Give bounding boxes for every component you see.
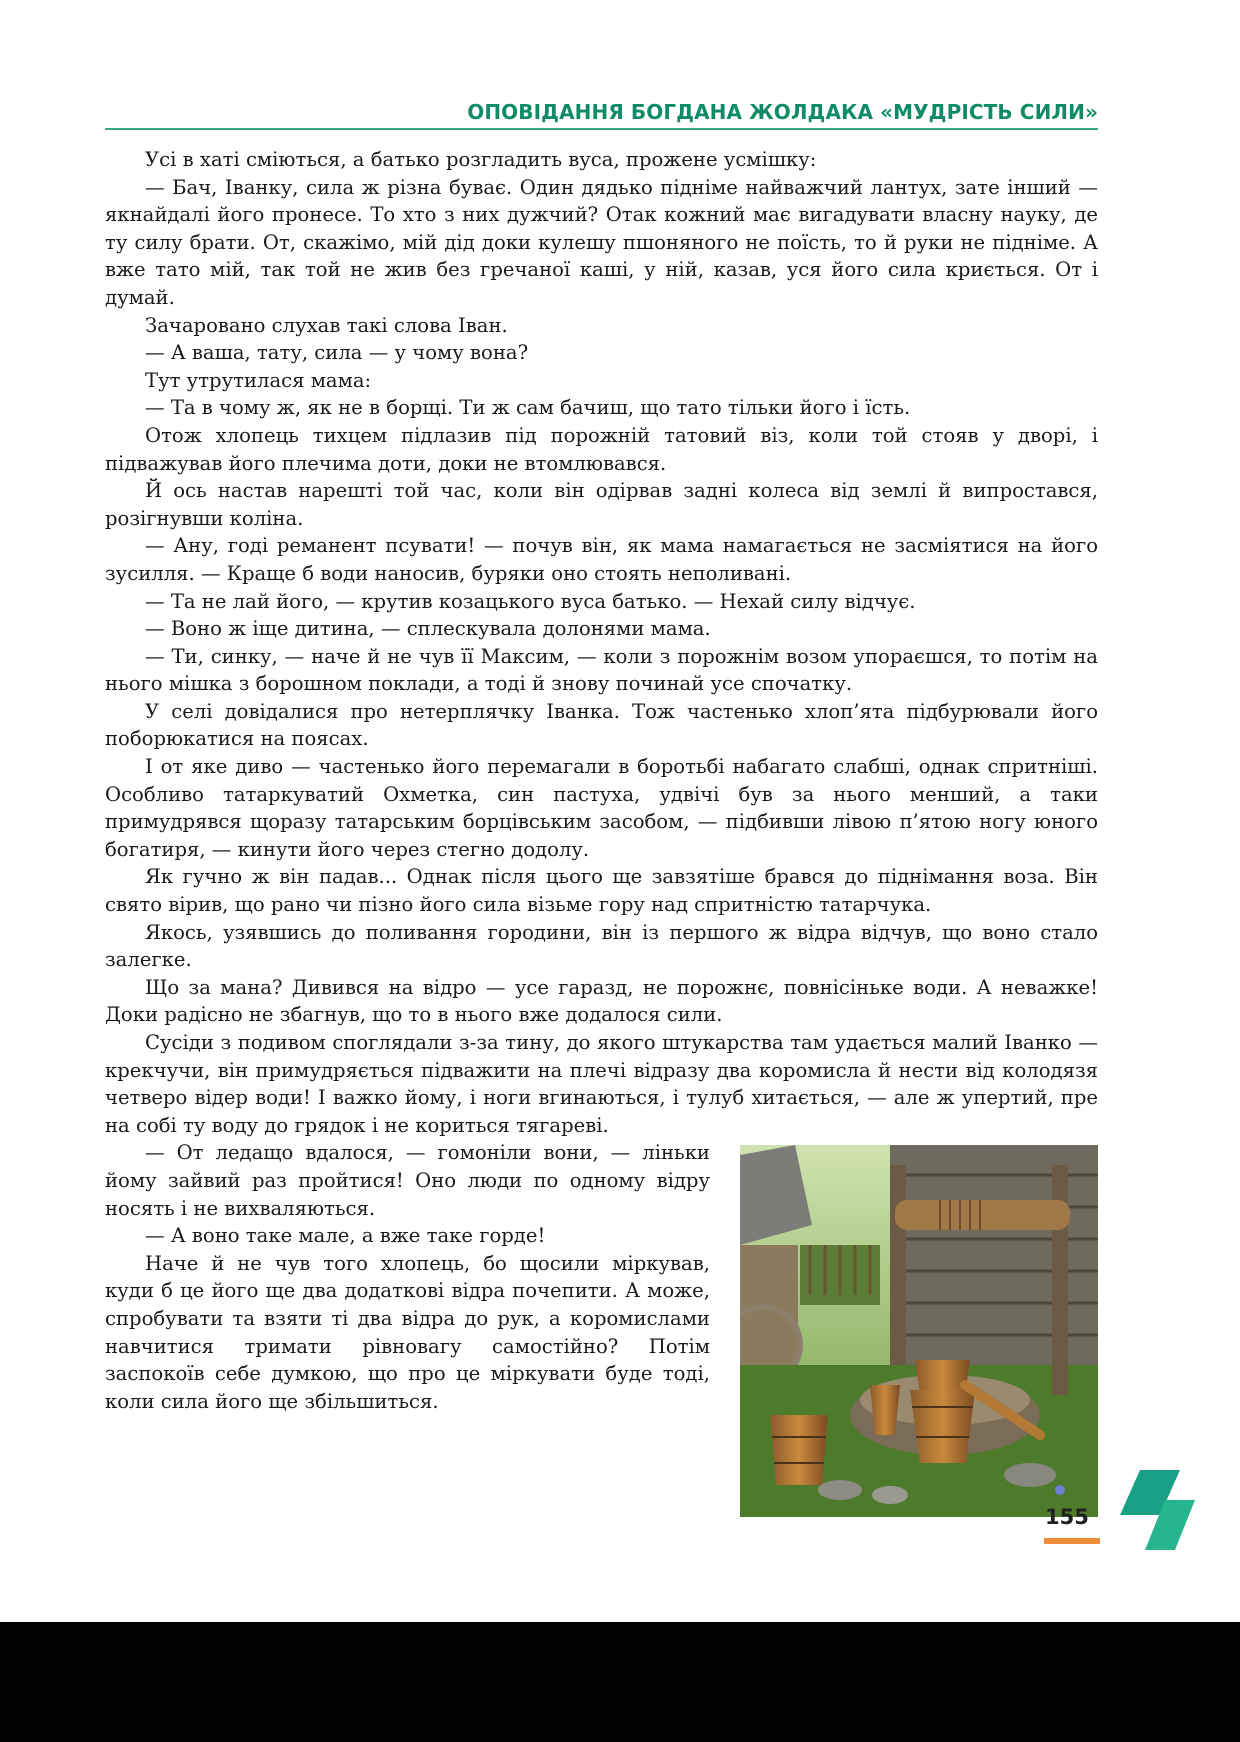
page-number-underline: [1044, 1538, 1100, 1544]
paragraph: Тут утрутилася мама:: [145, 368, 372, 392]
corner-decoration-icon: [1110, 1470, 1230, 1550]
paragraph: Наче й не чув того хлопець, бо щосили міркував, куди б це його ще два додаткові відра почепити. А може, спробувати та взяти ті два відра до рук, а коромислами навчитися тримати рівновагу самостійно? Потім заспокоїв себе думкою, що про це міркувати буде тоді, коли сила його ще збільшиться.: [105, 1251, 710, 1413]
paragraph: Сусіди з подивом споглядали з-за тину, до якого штукарства там удається малий Іванко — крекчучи, він примудряється підважити на плечі відразу два коромисла й нести від колодязя четверо відер води! І важко йому, і ноги вгинаються, і тулуб хитається, — але ж упертий, пре на собі ту воду до грядок і не кориться тягареві.: [105, 1031, 1098, 1137]
paragraph: І от яке диво — частенько його перемагали в боротьбі набагато слабші, однак спритніші. Особливо татаркуватий Охметка, син пастуха, удвічі був за нього менший, а таки примудрявся щоразу татарським борцівським засобом, — підбивши лівою п’ятою ногу юного богатиря, — кинути його через стегно додолу.: [105, 755, 1098, 861]
paragraph: — Ану, годі реманент псувати! — почув він, як мама намагається не засміятися на його зусилля. — Краще б води наносив, буряки оно стоять неполивані.: [105, 534, 1098, 585]
page-number: 155: [1045, 1505, 1089, 1529]
paragraph: — А ваша, тату, сила — у чому вона?: [145, 341, 529, 365]
running-header: ОПОВІДАННЯ БОГДАНА ЖОЛДАКА «МУДРІСТЬ СИЛИ»: [467, 100, 1098, 124]
paragraph: У селі довідалися про нетерплячку Іванка. Тож частенько хлоп’ята підбурювали його поборюкатися на поясах.: [105, 699, 1098, 751]
paragraph: Як гучно ж він падав... Однак після цього ще завзятіше брався до піднімання воза. Він свято вірив, що рано чи пізно його сила візьме гору над спритністю татарчука.: [105, 865, 1098, 917]
paragraph: — А воно таке мале, а вже таке горде!: [145, 1224, 546, 1248]
paragraph: Що за мана? Дивився на відро — усе гаразд, не порожнє, повнісіньке води. А неважке! Доки радісно не збагнув, що то в нього вже додалося сили.: [105, 975, 1098, 1027]
well-with-buckets-illustration: [740, 1145, 1098, 1517]
paragraph: — Воно ж іще дитина, — сплескувала долонями мама.: [145, 617, 711, 641]
paragraph: Усі в хаті сміються, а батько розгладить вуса, прожене усмішку:: [145, 148, 817, 171]
paragraph: Отож хлопець тихцем підлазив під порожній татовий віз, коли той стояв у дворі, і підважував його плечима доти, доки не втомлювався.: [105, 423, 1098, 475]
paragraph: — От ледащо вдалося, — гомоніли вони, — ліньки йому зайвий раз пройтися! Оно люди по одному відру носять і не вихваляються.: [105, 1141, 710, 1220]
paragraph: — Бач, Іванку, сила ж різна буває. Один дядько підніме найважчий лантух, зате інший — якнайдалі його пронесе. То хто з них дужчий? Отак кожний має вигадувати власну науку, де ту силу брати. От, скажімо, мій дід доки кулешу пшоняного не поїсть, то й руки не підніме. А вже тато мій, так той не жив без гречаної каші, у ній, казав, уся його сила криється. От і думай.: [105, 175, 1098, 309]
paragraph: Якось, узявшись до поливання городини, він із першого ж відра відчув, що воно стало залегке.: [105, 920, 1098, 972]
paragraph: Й ось настав нарешті той час, коли він одірвав задні колеса від землі й випростався, розігнувши коліна.: [105, 479, 1098, 530]
paragraph: — Та не лай його, — крутив козацького вуса батько. — Нехай силу відчує.: [145, 589, 916, 613]
story-text: [105, 146, 1098, 1517]
paragraph: — Ти, синку, — наче й не чув її Максим, — коли з порожнім возом упораєшся, то потім на нього мішка з борошном поклади, а тоді й знову починай усе спочатку.: [105, 644, 1098, 696]
header-rule: [105, 128, 1098, 130]
paragraph: — Та в чому ж, як не в борщі. Ти ж сам бачиш, що тато тільки його і їсть.: [145, 396, 911, 420]
paragraph: Зачаровано слухав такі слова Іван.: [145, 313, 508, 337]
